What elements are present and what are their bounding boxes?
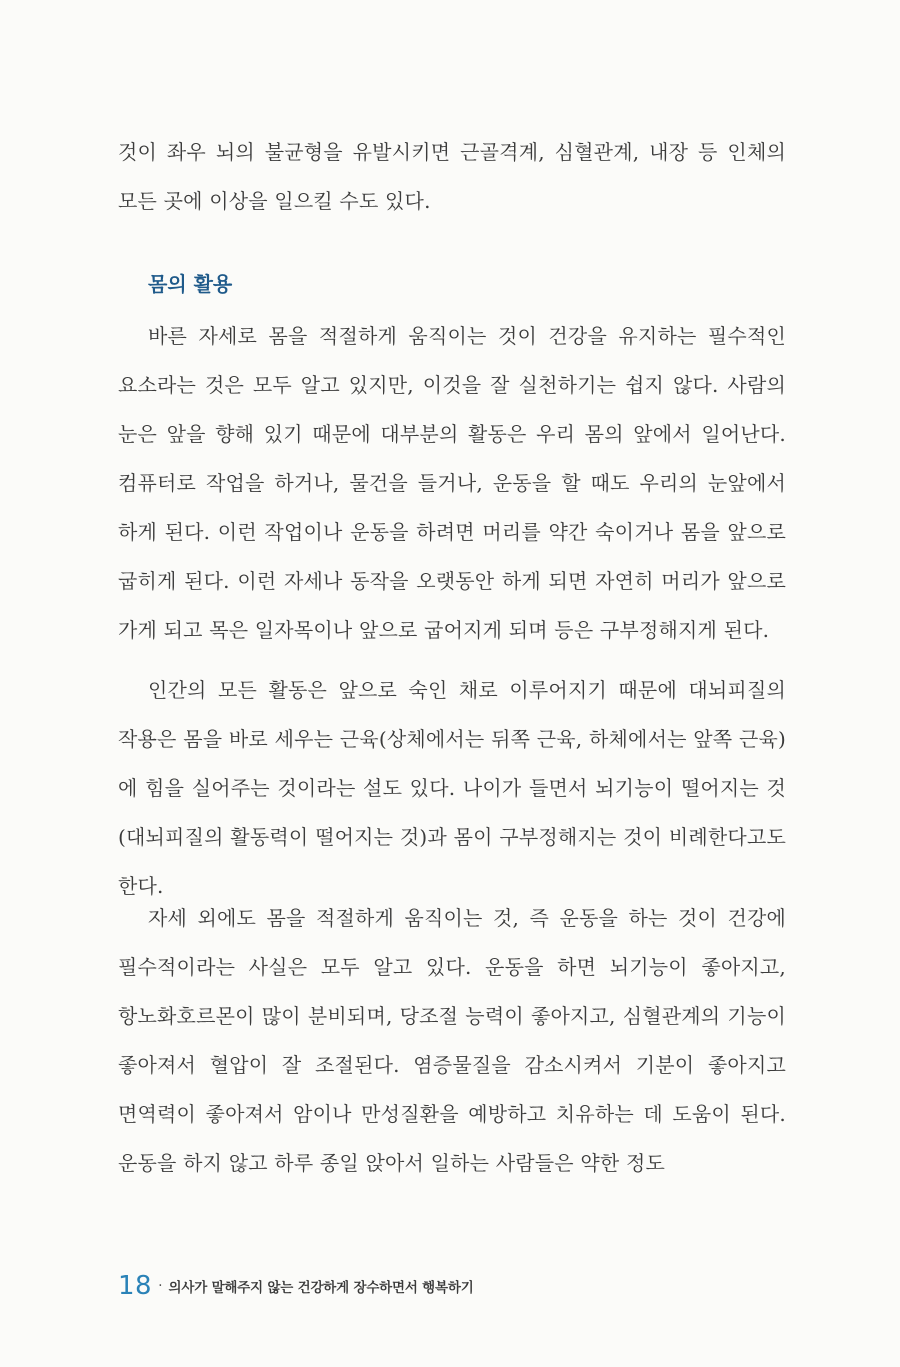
book-title: 의사가 말해주지 않는 건강하게 장수하면서 행복하기 [168, 1280, 474, 1296]
footer-separator: · [158, 1278, 163, 1294]
section-heading: 몸의 활용 [148, 272, 233, 296]
body-paragraph-2: 인간의 모든 활동은 앞으로 숙인 채로 이루어지기 때문에 대뇌피질의 작용은 몸을 바로 세우는 근육(상체에서는 뒤쪽 근육, 하체에서는 앞쪽 근육)에 힘을 실어주는 것이라는 설도 있다. 나이가 들면서 뇌기능이 떨어지는 것(대뇌피질의 활동력이 떨어지는 것)과 몸이 구부정해지는 것이 비례한다고도 한다. [118, 678, 786, 898]
page-footer [118, 1266, 474, 1306]
body-paragraph-1: 바른 자세로 몸을 적절하게 움직이는 것이 건강을 유지하는 필수적인 요소라는 것은 모두 알고 있지만, 이것을 잘 실천하기는 쉽지 않다. 사람의 눈은 앞을 향해 있기 때문에 대부분의 활동은 우리 몸의 앞에서 일어난다. 컴퓨터로 작업을 하거나, 물건을 들거나, 운동을 할 때도 우리의 눈앞에서 하게 된다. 이런 작업이나 운동을 하려면 머리를 약간 숙이거나 몸을 앞으로 굽히게 된다. 이런 자세나 동작을 오랫동안 하게 되면 자연히 머리가 앞으로 가게 되고 목은 일자목이나 앞으로 굽어지게 되며 등은 구부정해지게 된다. [118, 324, 786, 642]
page-number: 18 [118, 1271, 153, 1301]
intro-paragraph: 것이 좌우 뇌의 불균형을 유발시키면 근골격계, 심혈관계, 내장 등 인체의 모든 곳에 이상을 일으킬 수도 있다. [118, 140, 786, 213]
body-paragraph-3: 자세 외에도 몸을 적절하게 움직이는 것, 즉 운동을 하는 것이 건강에 필수적이라는 사실은 모두 알고 있다. 운동을 하면 뇌기능이 좋아지고, 항노화호르몬이 많이 분비되며, 당조절 능력이 좋아지고, 심혈관계의 기능이 좋아져서 혈압이 잘 조절된다. 염증물질을 감소시켜서 기분이 좋아지고 면역력이 좋아져서 암이나 만성질환을 예방하고 치유하는 데 도움이 된다. 운동을 하지 않고 하루 종일 앉아서 일하는 사람들은 약한 정도 [118, 906, 786, 1175]
